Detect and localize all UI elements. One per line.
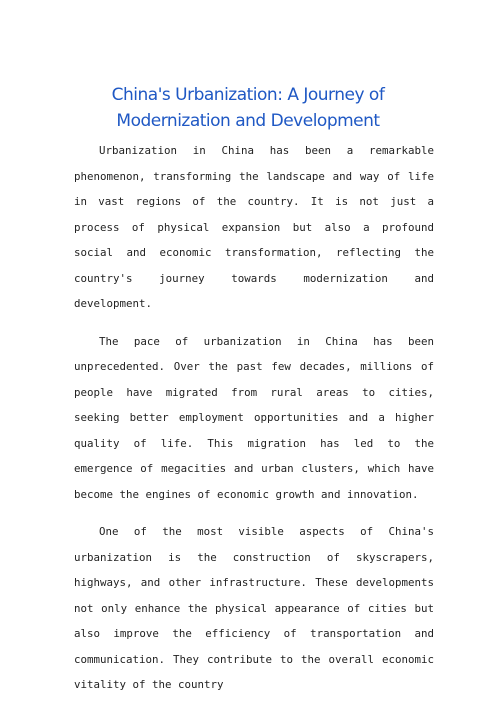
document-body: [74, 138, 434, 710]
paragraph-3: One of the most visible aspects of China's urbanization is the construction of skyscrapers, highways, and other infrastructure. These developments not only enhance the physical appearance of cities but also improve the efficiency of transportation and communication. They contribute to the overall economic vitality of the country: [74, 525, 434, 691]
document-title: China's Urbanization: A Journey of Modernization and Development: [111, 85, 385, 131]
paragraph-2: The pace of urbanization in China has been unprecedented. Over the past few decades, millions of people have migrated from rural areas to cities, seeking better employment opportunities and a higher quality of life. This migration has led to the emergence of megacities and urban clusters, which have become the engines of economic growth and innovation.: [74, 334, 434, 501]
paragraph-1: Urbanization in China has been a remarkable phenomenon, transforming the landscape and way of life in vast regions of the country. It is not just a process of physical expansion but also a profound social and economic transformation, reflecting the country's journey towards modernization and development.: [74, 144, 434, 310]
